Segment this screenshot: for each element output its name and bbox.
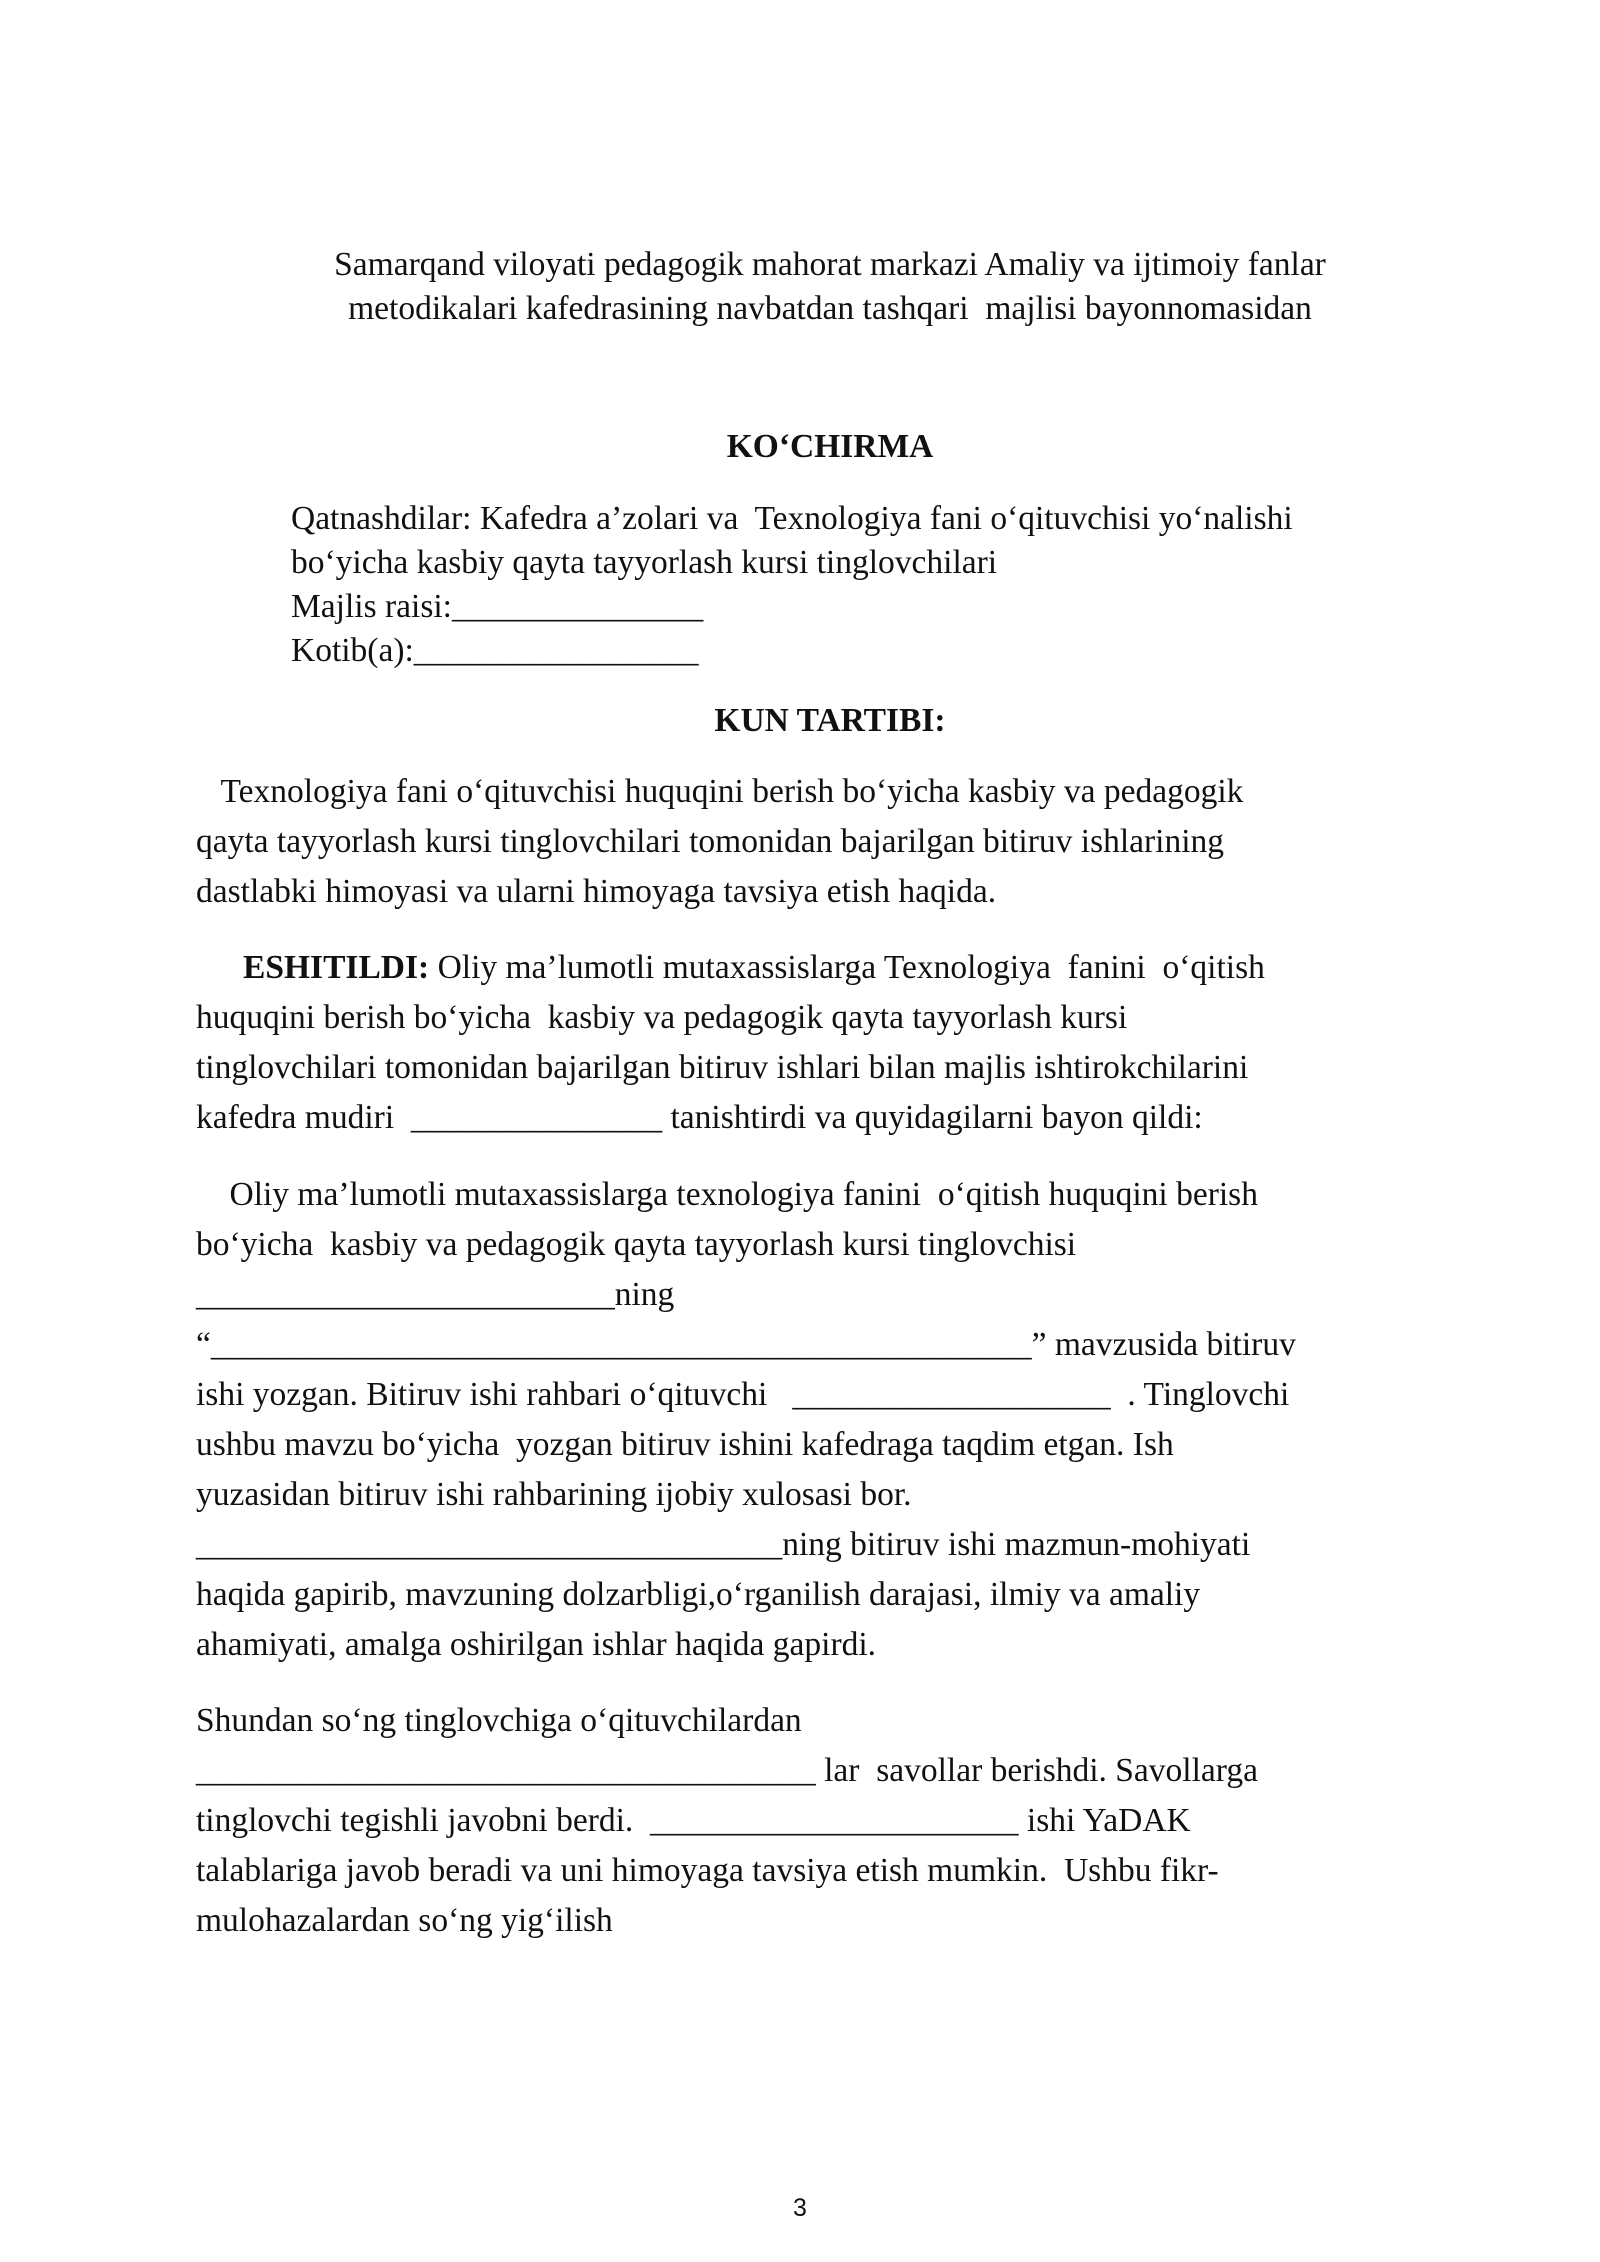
agenda-line-1: Texnologiya fani o‘qituvchisi huquqini berish bo‘yicha kasbiy va pedagogik	[196, 773, 1244, 810]
heard-line-1	[243, 951, 1265, 985]
agenda-title: KUN TARTIBI:	[714, 702, 946, 739]
participants-line-1: Qatnashdilar: Kafedra a’zolari va Texnologiya fani o‘qituvchisi yo‘nalishi	[291, 500, 1293, 537]
header-line-2: metodikalari kafedrasining navbatdan tashqari majlisi bayonnomasidan	[348, 290, 1312, 327]
agenda-line-2: qayta tayyorlash kursi tinglovchilari tomonidan bajarilgan bitiruv ishlarining	[196, 823, 1225, 860]
para2-line-9: haqida gapirib, mavzuning dolzarbligi,o‘rganilish darajasi, ilmiy va amaliy	[196, 1576, 1201, 1613]
para2-line-10: ahamiyati, amalga oshirilgan ishlar haqida gapirdi.	[196, 1626, 877, 1663]
para3-line-2: _____________________________________ lar savollar berishdi. Savollarga	[196, 1752, 1258, 1789]
para2-line-3: _________________________ning	[196, 1276, 675, 1313]
page-number: 3	[793, 2194, 807, 2222]
heard-label: ESHITILDI:	[243, 949, 430, 986]
para3-line-3: tinglovchi tegishli javobni berdi. ______________________ ishi YaDAK	[196, 1802, 1191, 1839]
para2-line-7: yuzasidan bitiruv ishi rahbarining ijobiy xulosasi bor.	[196, 1476, 912, 1513]
para2-line-5: ishi yozgan. Bitiruv ishi rahbari o‘qituvchi ___________________ . Tinglovchi	[196, 1376, 1290, 1413]
agenda-line-3: dastlabki himoyasi va ularni himoyaga tavsiya etish haqida.	[196, 873, 997, 910]
para2-line-8: ___________________________________ning bitiruv ishi mazmun-mohiyati	[196, 1526, 1251, 1563]
participants-line-2: bo‘yicha kasbiy qayta tayyorlash kursi tinglovchilari	[291, 544, 998, 581]
heard-line-3: tinglovchilari tomonidan bajarilgan bitiruv ishlari bilan majlis ishtirokchilarini	[196, 1049, 1249, 1086]
chair-field: Majlis raisi:_______________	[291, 588, 704, 625]
heard-line-2: huquqini berish bo‘yicha kasbiy va pedagogik qayta tayyorlash kursi	[196, 999, 1128, 1036]
para2-line-6: ushbu mavzu bo‘yicha yozgan bitiruv ishini kafedraga taqdim etgan. Ish	[196, 1426, 1174, 1463]
para3-line-1: Shundan so‘ng tinglovchiga o‘qituvchilardan	[196, 1702, 802, 1739]
heard-line-4: kafedra mudiri _______________ tanishtirdi va quyidagilarni bayon qildi:	[196, 1099, 1203, 1136]
secretary-field: Kotib(a):_________________	[291, 632, 699, 669]
heard-line-1-text: Oliy ma’lumotli mutaxassislarga Texnologiya fanini o‘qitish	[429, 949, 1265, 986]
header-line-1: Samarqand viloyati pedagogik mahorat markazi Amaliy va ijtimoiy fanlar	[334, 246, 1326, 283]
document-title: KO‘CHIRMA	[726, 428, 934, 465]
para3-line-4: talablariga javob beradi va uni himoyaga tavsiya etish mumkin. Ushbu fikr-	[196, 1852, 1219, 1889]
para2-line-1: Oliy ma’lumotli mutaxassislarga texnologiya fanini o‘qitish huquqini berish	[196, 1176, 1258, 1213]
para2-line-2: bo‘yicha kasbiy va pedagogik qayta tayyorlash kursi tinglovchisi	[196, 1226, 1077, 1263]
para2-line-4: “_________________________________________________” mavzusida bitiruv	[196, 1326, 1296, 1363]
para3-line-5: mulohazalardan so‘ng yig‘ilish	[196, 1902, 613, 1939]
